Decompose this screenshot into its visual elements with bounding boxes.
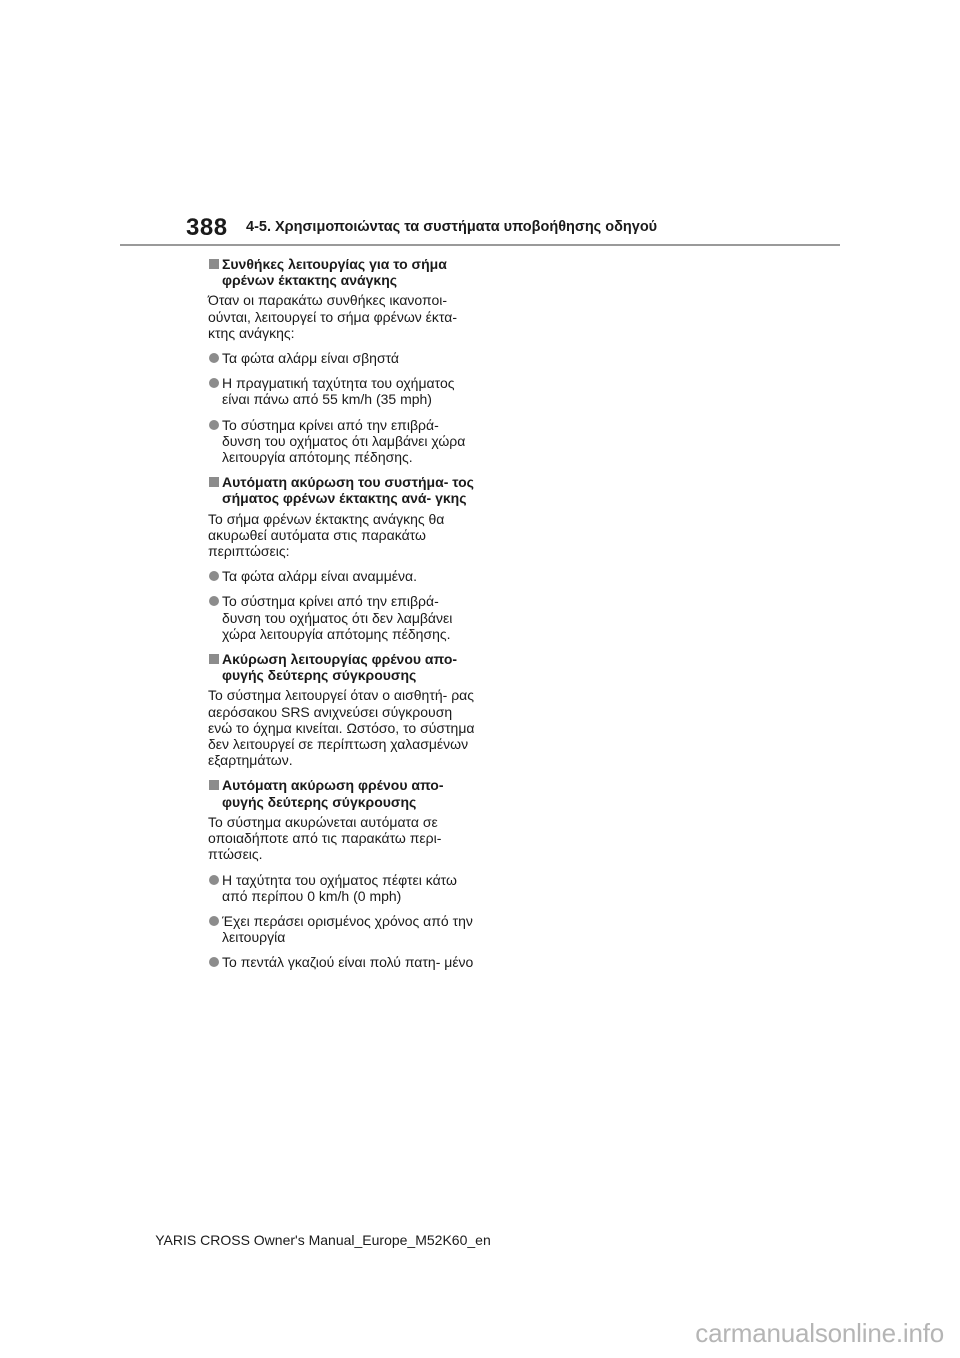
list-item bbox=[208, 375, 478, 407]
section-paragraph: Όταν οι παρακάτω συνθήκες ικανοποι- ούνται, λειτουργεί το σήμα φρένων έκτα- κτης ανάγκης: bbox=[208, 292, 458, 341]
section-heading bbox=[208, 256, 478, 288]
chapter-title: 4-5. Χρησιμοποιώντας τα συστήματα υποβοήθησης οδηγού bbox=[246, 219, 658, 235]
list-item bbox=[208, 913, 478, 945]
round-bullet-icon bbox=[209, 420, 219, 430]
header-divider bbox=[120, 244, 840, 246]
list-item bbox=[208, 593, 478, 642]
section-heading-text: Συνθήκες λειτουργίας για το σήμα φρένων έκτακτης ανάγκης bbox=[222, 256, 447, 289]
round-bullet-icon bbox=[209, 875, 219, 885]
section-heading-text: Αυτόματη ακύρωση φρένου απο- φυγής δεύτερης σύγκρουσης bbox=[222, 777, 444, 810]
square-bullet-icon bbox=[209, 259, 219, 269]
list-item bbox=[208, 954, 478, 970]
section-heading bbox=[208, 777, 478, 809]
section-paragraph: Το σύστημα λειτουργεί όταν ο αισθητή- ρας αερόσακου SRS ανιχνεύσει σύγκρουση ενώ το όχημα κινείται. Ωστόσο, το σύστημα δεν λειτουργεί σε περίπτωση χαλασμένων εξαρτημάτων. bbox=[208, 687, 475, 769]
main-content bbox=[208, 256, 478, 980]
round-bullet-icon bbox=[209, 916, 219, 926]
round-bullet-icon bbox=[209, 957, 219, 967]
list-item-text: Τα φώτα αλάρμ είναι σβηστά bbox=[222, 350, 400, 367]
list-item-text: Η πραγματική ταχύτητα του οχήματος είναι πάνω από 55 km/h (35 mph) bbox=[222, 375, 455, 408]
list-item-text: Η ταχύτητα του οχήματος πέφτει κάτω από περίπου 0 km/h (0 mph) bbox=[222, 871, 457, 904]
page-number: 388 bbox=[186, 214, 228, 241]
list-item bbox=[208, 568, 478, 584]
footer bbox=[0, 1232, 960, 1248]
round-bullet-icon bbox=[209, 571, 219, 581]
square-bullet-icon bbox=[209, 654, 219, 664]
round-bullet-icon bbox=[209, 378, 219, 388]
list-item bbox=[208, 417, 478, 466]
list-item-text: Το σύστημα κρίνει από την επιβρά- δυνση του οχήματος ότι λαμβάνει χώρα λειτουργία απότομης πέδησης. bbox=[222, 416, 466, 466]
round-bullet-icon bbox=[209, 353, 219, 363]
list-item bbox=[208, 350, 478, 366]
list-item-text: Το πεντάλ γκαζιού είναι πολύ πατη- μένο bbox=[222, 954, 474, 971]
round-bullet-icon bbox=[209, 596, 219, 606]
square-bullet-icon bbox=[209, 780, 219, 790]
section-heading-text: Ακύρωση λειτουργίας φρένου απο- φυγής δεύτερης σύγκρουσης bbox=[222, 651, 458, 684]
list-item bbox=[208, 872, 478, 904]
section-heading bbox=[208, 651, 478, 683]
watermark: carmanualsonline.info bbox=[695, 1318, 944, 1348]
square-bullet-icon bbox=[209, 477, 219, 487]
list-item-text: Έχει περάσει ορισμένος χρόνος από την λειτουργία bbox=[222, 912, 473, 946]
footer-text: YARIS CROSS Owner's Manual_Europe_M52K60_en bbox=[155, 1232, 491, 1248]
list-item-text: Τα φώτα αλάρμ είναι αναμμένα. bbox=[222, 568, 418, 585]
section-heading bbox=[208, 474, 478, 506]
section-heading-text: Αυτόματη ακύρωση του συστήμα- τος σήματος φρένων έκτακτης ανά- γκης bbox=[222, 474, 474, 507]
section-paragraph: Το σήμα φρένων έκτακτης ανάγκης θα ακυρωθεί αυτόματα στις παρακάτω περιπτώσεις: bbox=[208, 510, 445, 560]
list-item-text: Το σύστημα κρίνει από την επιβρά- δυνση του οχήματος ότι δεν λαμβάνει χώρα λειτουργία απότομης πέδησης. bbox=[222, 593, 453, 642]
section-paragraph: Το σύστημα ακυρώνεται αυτόματα σε οποιαδήποτε από τις παρακάτω περι- πτώσεις. bbox=[208, 813, 442, 863]
